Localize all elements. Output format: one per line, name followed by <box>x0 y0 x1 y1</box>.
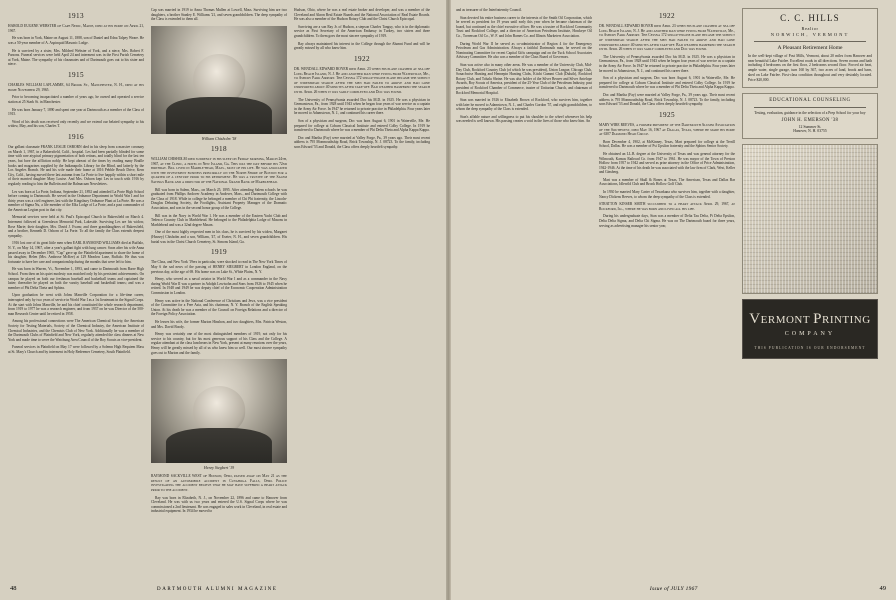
obituary-paragraph: During World War II he served as co-administrator of Region 4 for the Emergency Petroleum and Gas Administration. Always a faithful Dartmouth man, he served on the Nominating Committee for recent Capital Gifts campaign and on the Tuck School Associates Advisory Committee. He also was a member of the Class Board of Governors. <box>456 41 592 60</box>
ad-educational-counseling[interactable] <box>742 93 878 140</box>
obituary-paragraph: He was born January 7, 1890 and spent one year at Dartmouth as a member of the Class of 1915. <box>8 107 144 117</box>
obituary-paragraph: Cap was married in 1919 to Anna Thomas Mullen at Lowell, Mass. Surviving him are two daughters, a brother Stanley E. Williams '21, and seven grandchildren. The deep sympathy of the Class is extended to them all. <box>151 8 287 22</box>
obituary-paragraph: Ray always maintained his interest in the College through the Alumni Fund and will be greatly missed by all who knew him. <box>294 41 430 51</box>
obituary-paragraph: Stan was married in 1926 to Elizabeth Brown of Rockford, who survives him, together with later he moved to Adamstown, N. J., and Charles Gordon '57, and eight grandchildren, to whom the deep sympathy of the Class is extended. <box>456 98 592 112</box>
ad-address-line-1: 12 Summer St. <box>798 124 822 129</box>
obituary-paragraph: Doc and Martha (Fay) were married at Valley Forge, Pa., 39 years ago. Their most recent address is 795 Monmouthship Road, Brick Township, N. J. 08723. To the family, including sons Edward '53 and Donald, the Class offers deeply heartfelt sympathy. <box>599 92 735 107</box>
portrait-photo-siegbert <box>151 359 287 463</box>
obituary-paragraph: RAYMOND SACKVILLE WEST of Hudson, Ohio, passed away on May 21 as the result of an automobile accident in Cuyahoga Falls, Ohio. Police investigating the accident believe that he may have suffered a heart attack prior to the accident. <box>151 474 287 492</box>
obituary-paragraph: Memorial services were held at St. Paul's Episcopal Church in Bakersfield on March 4. Interment followed at Greenlawn Memorial Park, Lakeside. Surviving Les are his widow, Rose Marie; their daughter, Mrs. David J. Evans; and three granddaughters of Bakersfield, and a brother, Kenneth D. Osborn of La Porte. To all the family the Class extends deepest sympathy. <box>8 215 144 238</box>
ad-subtitle: Realtor <box>801 25 819 31</box>
obituary-paragraph: HAROLD EUGENE WEBSTER of Cape Nedic, Maine, died at his home on April 21, 1967. <box>8 24 144 33</box>
obituary-paragraph: The Class, and New York '19ers in particular, were shocked to read in The New York Times of May 6 the sad news of the passing of HENRY SIEGBERT in London England, on the previous day, at the age of 69. His home was on Lake St., White Plains, N. Y. <box>151 260 287 274</box>
ad-logo <box>749 310 871 329</box>
advertisement-column <box>742 8 878 359</box>
ad-title: C. C. HILLS <box>780 13 840 23</box>
obituary-paragraph: Doc and Martha (Fay) were married at Valley Forge, Pa., 39 years ago. Their most recent address is 795 Monmouthship Road, Brick Township, N. J. 08723. To the family, including sons Edward '53 and Donald, the Class offers deeply heartfelt sympathy. <box>294 135 430 149</box>
column-1 <box>8 8 144 517</box>
obituary-paragraph: He leaves his wife, the former Marion Hinshon, and two daughters, Mrs. Patricia Weston, and Mrs. David Boody. <box>151 319 287 329</box>
obituary-paragraph: Word of his death was received only recently and we extend our belated sympathy to his widow, May, and his son, Charles T. <box>8 119 144 129</box>
logo-word-vermont: ERMONT <box>760 314 810 327</box>
obituary-paragraph: Prior to becoming incapacitated a number of years ago, he owned and operated a service station at 25 Stark St. in Manchester. <box>8 95 144 104</box>
photo-caption: Henry Siegbert '19 <box>203 465 235 471</box>
class-year-heading: 1916 <box>68 132 84 141</box>
column-4 <box>456 8 592 359</box>
issue-label: Issue of JULY 1967 <box>649 586 698 592</box>
ad-body-text: In the well-kept village of Post Mills, Vermont, about 20 miles from Hanover and near beautiful Lake Fairlee. Excellent roads in all directions. Seven rooms and bath including 4 bedrooms on the first floor, 2 bedrooms second floor. Forced air heat, ample water, single garage, turn 160 by 367, two acres of land, brook and barn, shed on Lake Fairlee. First-class condition throughout and very desirably located. Price $20,000. <box>748 53 872 82</box>
obituary-paragraph: Stan was active also in many other areas. He was a member of the University Club, Mid-Day Club, Rockford Country Club (of which he was president), Union League, Chicago Club, Sonachwise Hunting and Hennepin Hunting Clubs, Kitchi Gammi Club (Duluth), Rockford Rotary Club, and Tohalu Shrine. He was also holder of the Silver Beaver and Silver Antelope Awards, Boy Scouts of America, president of the 25-Year Club of the Petroleum Industry, past president of Rockford Chamber of Commerce, trustee of Unitarian Church, and chairman of Rockford Memorial Hospital. <box>456 62 592 95</box>
class-year-heading: 1913 <box>68 12 84 20</box>
ad-vermont-printing[interactable] <box>742 299 878 358</box>
portrait-photo-chisholm <box>151 26 287 134</box>
class-year-heading: 1925 <box>659 110 675 119</box>
ad-cc-hills[interactable] <box>742 8 878 88</box>
obituary-paragraph: The University of Pennsylvania awarded Doc his M.D. in 1925. He was a physician in Germantown, Pa., from 1928 until 1943 when he began four years of war service as a captain in the Army Air Force. In 1947 he returned to private practice in Philadelphia. Four years later he moved to Adamstown, N. J., and continued his career there. <box>599 54 735 73</box>
divider <box>754 107 866 108</box>
obituary-paragraph: Henry, who served as a naval aviator in World War I and as a commander in the Navy during World War II was a partner in Adolph Lewisohn and Sons from 1926 to 1945 when he retired. In 1948 and 1949 he was deputy chief of the Economic Cooperation Administration Commission in London. <box>151 277 287 295</box>
page-number-right: 49 <box>879 585 886 592</box>
ad-photo-placeholder[interactable] <box>742 144 878 294</box>
column-5 <box>599 8 735 359</box>
ad-location: NORWICH, VERMONT <box>770 32 850 38</box>
obituary-paragraph: Hudson, Ohio, where he was a real estate broker and developer, and was a member of the Cleveland and Akron Real Estate Boards and the National Association of Real Estate Boards. He was also a member of the Hudson Rotary Club and the Christ Church Episcopal. <box>294 8 430 22</box>
obituary-paragraph: The University of Pennsylvania awarded Doc his M.D. in 1925. He was a physician in Germantown, Pa., from 1928 until 1943 when he began four years of war service as a captain in the Army Air Force. In 1947 he returned to private practice in Philadelphia. Four years later he moved to Adamstown, N. J., and continued his career there. <box>294 97 430 116</box>
divider <box>754 41 866 42</box>
obituary-paragraph: Henry was certainly one of the most distinguished members of 1919, not only for his service to his country, but for his most generous support of his Class and the College. A regular attendant at the class luncheons in New York, present at many reunions over the years, Henry will be greatly missed by all of us who knew him so well. Our most sincere sympathy goes out to Marion and the family. <box>151 332 287 355</box>
obituary-paragraph: STRATTON KINSER SMITH succumbed to a heart attack April 29, 1967, at Rockford, Ill., where he was born and lived all his life. <box>599 202 735 211</box>
obituary-paragraph: During his undergraduate days, Stan was a member of Delta Tau Delta, Pi Delta Epsilon, Delta Delta Sigma, and Delta Chi Sigma. He was on The Dartmouth board for three years, serving as advertising manager his senior year, <box>599 214 735 228</box>
obituary-paragraph: Upon graduation he went with Johns Manville Corporation for a life-time career, interrupted only by two years of service in World War I as a 1st lieutenant in the Signal Corps. At the start with Johns Manville, he and his chief constituted the whole research department, from 1919 to 1977 he was a research engineer, and from 1937 on he was Director of the 500-man Research Center until he retired in 1958. <box>8 293 144 316</box>
obituary-paragraph: Ray was born in Elizabeth, N. J., on November 22, 1896 and came to Hanover from Cleveland. He was with us two years and entered the U.S. Signal Corps where he was commissioned a 2nd lieutenant. He was engaged in sales work in Cleveland, in real estate and industrial equipment. In 1934 he moved to <box>151 495 287 514</box>
obituary-paragraph: Bill was in the Navy in World War 1. He was a member of the Eastern Yacht Club and Tedesco Country Club in Marblehead. He belonged to the Philadelphia Lodge of Masons in Marblehead and was a 32nd degree Mason. <box>151 213 287 227</box>
right-page-columns <box>448 0 896 359</box>
photo-caption: William Chisholm '18 <box>201 135 237 141</box>
ad-heading: A Pleasant Retirement Home <box>777 44 843 51</box>
page-gutter <box>446 0 451 600</box>
page-number-left: 48 <box>10 585 17 592</box>
right-page-footer <box>448 585 896 592</box>
obituary-paragraph: Stan's affable nature and willingness to put his shoulder to the wheel whenever his help was needed is well known. His passing creates a void in the lives of those who knew him. An <box>456 114 592 124</box>
obituary-paragraph: DR. WENDALL EDWARD BOYER died April 23 when his plane crashed at sea off Long Beach Island, N. J. He and another man were flying from Waterville, Me., to Asbury Park Airport. The Cessna 172 single-engine plane became the subject of widespread search after the men had failed to arrive and had gone unreported about 40 minutes after take-off. Bad weather hampered the search until April 26 when it was sadly completed and Doc was found. <box>599 24 735 52</box>
class-year-heading: 1922 <box>659 12 675 20</box>
obituary-paragraph: Son of a physician and surgeon, Doc was born August 6, 1901 in Waterville, Me. He prepared for college at Coburn Classical Institute and entered Colby College. In 1919 he transferred to Dartmouth where he was a member of Phi Delta Theta and Alpha Kappa Kappa. <box>599 76 735 90</box>
ad-title: EDUCATIONAL COUNSELING <box>769 97 851 103</box>
left-page-footer <box>0 585 448 592</box>
obituary-paragraph: He is survived by a sister, Mrs. Mildred Webster of York, and a niece, Mrs. Robert F. Parsons. Funeral services were held April 24 and interment was in the First Parish Cemetery at York, Maine. The sympathy of his classmates and of Dartmouth goes out to his sister and niece. <box>8 48 144 67</box>
obituary-paragraph: In 1930 he married Mary Carter of Texarkana who survives him, together with a daughter, Nancy Dickens Reeves, to whom the deep sympathy of the Class is extended. <box>599 190 735 199</box>
logo-letter-p: P <box>813 311 822 328</box>
class-year-heading: 1922 <box>354 54 370 63</box>
right-page <box>448 0 896 600</box>
logo-word-printing: RINTING <box>821 314 871 327</box>
obituary-paragraph: He was born in York, Maine on August 11, 1888, son of Daniel and Edna Talpey Weare. He was a 50-year member of A. Aspinquid Masonic Lodge. <box>8 36 144 45</box>
column-2 <box>151 8 287 517</box>
ad-body-text: Testing, evaluation, guidance in the selection of a Prep School for your boy <box>754 110 866 115</box>
logo-letter-v: V <box>749 311 761 328</box>
ad-company-word: COMPANY <box>784 331 836 338</box>
obituary-paragraph: Son of a physician and surgeon, Doc was born August 6, 1901 in Waterville, Me. He prepared for college at Coburn Classical Institute and entered Colby College. In 1919 he transferred to Dartmouth where he was a member of Phi Delta Theta and Alpha Kappa Kappa. <box>294 118 430 133</box>
obituary-paragraph: Stan devoted his entire business career to the interests of the Smith Oil Corporation, which he served as president for 19 years until early this year when he became chairman of the board, but continued as the chief executive officer. He was a trustee of Rockford Community Trust and Rockford College, and a director of American Petroleum Institute, Hawkeye Oil Co., Torrenson Oil Co., W. F. and John Barnes Co. and Illinois Marketers Association. <box>456 15 592 38</box>
column-3 <box>294 8 430 517</box>
ad-address-line-2: Hanover, N. H. 03755 <box>793 129 827 134</box>
obituary-paragraph: Les was born at La Porte, Indiana, September 21, 1892 and attended La Porte High School before coming to Dartmouth. He served in the Ordnance Department in World War I and for thirty years was a civil engineer, last with the Kingsbury Ordnance Plant at La Porte. He was a member of Sigma Nu, a life member of the Elks Lodge of La Porte, and a past commander of the American Legion post in that city. <box>8 189 144 212</box>
obituary-paragraph: Born December 4, 1902, at McKinney, Texas, Mart prepared for college at the Terrill School, Dallas. He was a member of Psi Upsilon fraternity and the Sphinx Senior Society. <box>599 139 735 149</box>
obituary-paragraph: Among his professional connections were The American Chemical Society, the American Society for Testing Materials, Society of the Chemical Industry, the American Institute of Chemical Industries, and the Chemists Club of New York. Additionally he was a member of the Dartmouth Clubs of Plainfield and New York, regularly attended the class dinners at New York and made time to serve the Watchung Area Council of the Boy Scouts as vice-president. <box>8 319 144 342</box>
obituary-paragraph: Mart was a member of Skull & Bones at Texas, The American, Texas and Dallas Bar Associations, Idlewild Club and Brook Hollow Golf Club. <box>599 177 735 187</box>
obituary-paragraph: WILLIAM CHISHOLM died suddenly in his sleep on Friday morning, March 24th, 1967, at the Clinic, a hotel in New Island, Ga. This was the day before his 72nd birthday. Bill lived in Marble-head, Mass., most of his life. He was associated with the investment business principally on the North Shore of Boston for a quarter of a century prior to his retirement. He was a trustee of the Salem Savings Bank and a director of the National Grand Bank of Marblehead. <box>151 157 287 185</box>
class-year-heading: 1918 <box>211 144 227 153</box>
ad-advertiser-name: JOHN H. EMERSON '38 <box>781 118 839 124</box>
class-year-heading: 1915 <box>68 70 84 79</box>
obituary-paragraph: MARY WIRE REEVES, a former president of the Dartmouth Alumni Association of the Southwest, died May 16, 1967 at Dallas, Texas, where he made his home at 6307 Diamond Head Circle. <box>599 122 735 137</box>
obituary-paragraph: 1916 lost one of its great little men when EARL RAYMOND WILLIAMS died at Buffalo, N. Y., on May 14, 1967, after a year's gallant fight with lung cancer. Soon after his wife Anna passed away in December 1965, "Cap" gave up the Plainfield apartment to share the home of his daughter, Helen (Mrs. Ambrose McKee) at 129 Meadow Lane, Buffalo. He thus was fortunate to have her care and companionship during the months that were left to him. <box>8 241 144 264</box>
obituary-paragraph: He was born in Warren, Vt., November 1, 1893, and came to Dartmouth from Barre High School. From then on his quiet modesty was matched only by his persistent achievements. On campus he played on both our freshman baseball and basketball teams and captained the latter; thereafter he played on both the varsity baseball and basketball teams; and was a member of Phi Delta Theta and Sphinx. <box>8 267 144 290</box>
obituary-paragraph: Our gallant classmate FRANK LESLIE OSBORN died in his sleep from a massive coronary on March 1, 1967, in a Bakersfield, Calif., hospital. Les had been partially blinded for some time with rare atypical primary pigmentation of both retinas, and totally blind for the last ten years, but bore the affliction nobly. He kept abreast of the times by reading many Braille books and magazines supplied by the Indianapolis Library for the Blind, and latterly by the Los Angeles Branch. He and his wife made their home at 1016 Pebble Beach Drive, Kern City, Calif., having moved there last autumn from La Porte to live happily within a short mile of their married daughter Mary Louise. And Mrs. Osborn kept Les in touch with 1916 by regularly reading to him the Bulletin and the Balmacaan Newsletters. <box>8 145 144 186</box>
obituary-paragraph: Henry was active in the National Conference of Christians and Jews, was a vice president of the Committee for a Free Asia, and his chairman, N. Y. Branch of the English Speaking Union. At his death he was a member of the Council on Foreign Relations and a director of the Foreign Policy Association. <box>151 298 287 317</box>
obituary-paragraph: CHARLES WILLIAM LAFLAMME, 64 Brook St., Manchester, N. H., died at his home November 29, 1965. <box>8 83 144 92</box>
ad-tagline: THIS PUBLICATION IS OUR ENDORSEMENT <box>754 346 866 351</box>
obituary-paragraph: Surviving are a son Ray Jr. of Hudson, a stepson Charles Tanguy, who is in the diplomatic service as First Secretary of the American Embassy in Turkey, two sisters and three grandchildren. To them goes the most sincere sympathy of 1919. <box>294 24 430 38</box>
obituary-paragraph: One of the most highly respected men in his class, he is survived by his widow, Margaret (Hussey) Chisholm and a son, William, '47, of Exeter, N. H., and seven grandchildren. His burial was in the Christ Church Cemetery, St. Simons Island, Ga. <box>151 230 287 244</box>
publication-title: DARTMOUTH ALUMNI MAGAZINE <box>156 587 278 592</box>
obituary-paragraph: DR. WENDALL EDWARD BOYER died April 23 when his plane crashed at sea off Long Beach Island, N. J. He and another man were flying from Waterville, Me., to Asbury Park Airport. The Cessna 172 single-engine plane became the subject of widespread search after the men had failed to arrive and had gone unreported about 40 minutes after take-off. Bad weather hampered the search until April 26 when it was sadly completed and Doc was found. <box>294 66 430 94</box>
obituary-paragraph: Funeral services in Plainfield on May 17 were followed by a Solemn High Requiem Mass at St. Mary's Church and by interment in Holy Redeemer Cemetery, South Plainfield. <box>8 345 144 354</box>
obituary-paragraph: and as treasurer of the Interfraternity Council. <box>456 8 522 12</box>
obituary-paragraph: He obtained an LL.B. degree at the University of Texas and was general attorney for the Wilmouth, Kansas Railroad Co. from 1947 to 1961. He was mayor of the Town of Preston Hollow from 1957 to 1942 and served as prize attorney in the Office of Price Administration, 1942-1946. At the time of his death he was associated with the law firm of Clark, West, Keller and Ginsberg. <box>599 151 735 175</box>
class-year-heading: 1919 <box>211 248 227 257</box>
left-page-columns <box>0 0 448 517</box>
obituary-paragraph: Bill was born in Salem, Mass., on March 25, 1895. After attending Salem schools he was graduated from Phillips Andover Academy in Andover, Mass., and Dartmouth College with the Class of 1918. While in college he belonged a member of Chi Phi fraternity, the Lincoln-Douglas Debating Society, the Footlights, Assistant Property Manager of the Dramatic Association, and was in the second honor group of the College. <box>151 187 287 211</box>
